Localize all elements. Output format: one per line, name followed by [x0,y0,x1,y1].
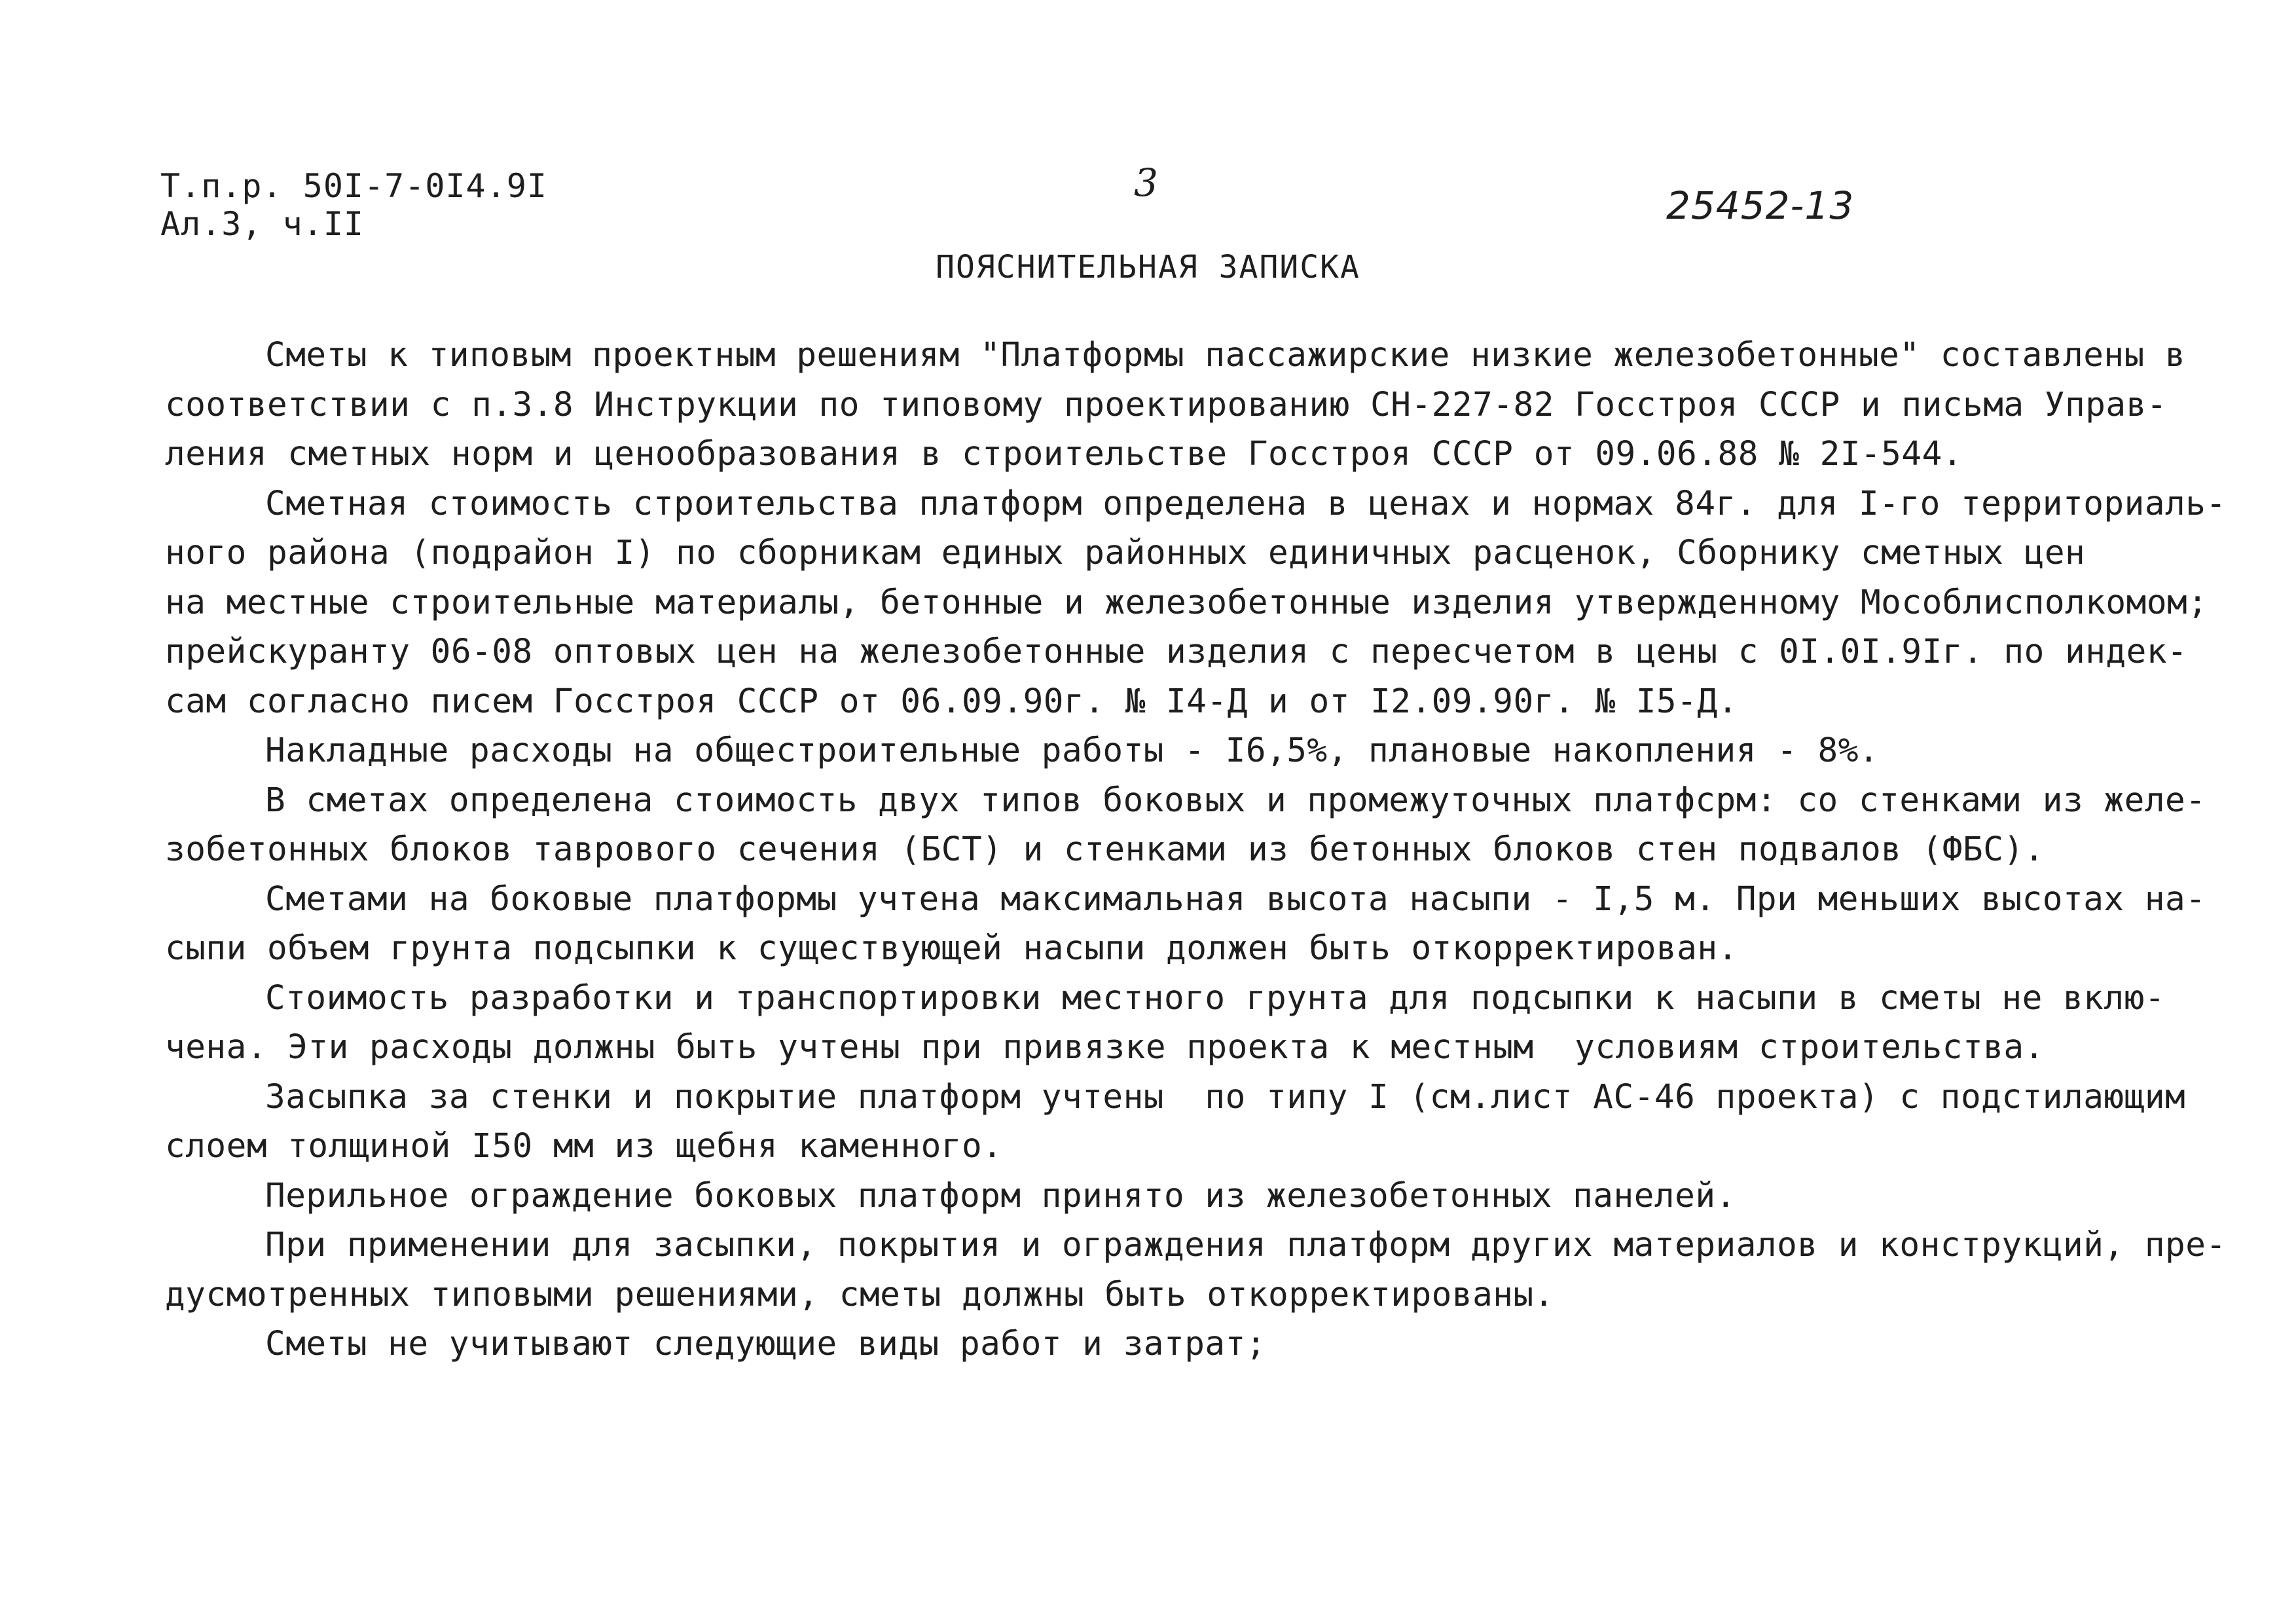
explanatory-note-body [165,331,2227,1369]
handwritten-inventory-number: 25452-13 [1666,183,1855,228]
text-line: ления сметных норм и ценообразования в строительстве Госстроя СССР от 09.06.88 № 2I-544. [165,435,1963,473]
text-line: В сметах определена стоимость двух типов боковых и промежуточных платфсрм: со стенками из желе- [265,781,2206,820]
document-reference [160,167,547,243]
text-line: Сметы к типовым проектным решениям "Платформы пассажирские низкие железобетонные" составлены в [265,336,2186,375]
page-title: ПОЯСНИТЕЛЬНАЯ ЗАПИСКА [936,249,1360,286]
text-line: Стоимость разработки и транспортировки местного грунта для подсыпки к насыпи в сметы не вклю- [265,978,2166,1018]
text-line: Накладные расходы на общестроительные работы - I6,5%, плановые накопления - 8%. [265,731,1880,770]
text-line: ного района (подрайон I) по сборникам единых районных единичных расценок, Сборнику сметных цен [165,534,2086,572]
text-line: чена. Эти расходы должны быть учтены при привязке проекта к местным условиям строительства. [165,1028,2045,1067]
text-line: сыпи объем грунта подсыпки к существующей насыпи должен быть откорректирован. [165,929,1738,968]
document-code: Т.п.р. 50I-7-0I4.9I [160,167,547,205]
text-line: Перильное ограждение боковых платформ принято из железобетонных панелей. [265,1176,1736,1215]
text-line: Сметная стоимость строительства платформ определена в ценах и нормах 84г. для I-го территориаль- [265,484,2227,523]
text-line: слоем толщиной I50 мм из щебня каменного. [165,1127,1003,1166]
text-line: сам согласно писем Госстроя СССР от 06.09.90г. № I4-Д и от I2.09.90г. № I5-Д. [165,682,1738,721]
document-album-part: Ал.3, ч.II [160,205,365,243]
page-number: 3 [1134,160,1158,205]
text-line: Засыпка за стенки и покрытие платформ учтены по типу I (см.лист АС-46 проекта) с подстилающим [265,1077,2186,1116]
text-line: соответствии с п.3.8 Инструкции по типовому проектированию СН-227-82 Госстроя СССР и письма Управ- [165,385,2168,424]
text-line: При применении для засыпки, покрытия и ограждения платформ других материалов и конструкций, пре- [265,1226,2227,1264]
text-line: Сметами на боковые платформы учтена максимальная высота насыпи - I,5 м. При меньших высотах на- [265,879,2206,919]
text-line: зобетонных блоков таврового сечения (БСТ) и стенками из бетонных блоков стен подвалов (ФБС). [165,830,2045,869]
text-line: прейскуранту 06-08 оптовых цен на железобетонные изделия с пересчетом в цены с 0I.0I.9Iг. по индек- [165,633,2188,671]
text-line: на местные строительные материалы, бетонные и железобетонные изделия утвержденному Мособлисполкомом; [165,583,2208,622]
text-line: Сметы не учитывают следующие виды работ и затрат; [265,1325,1267,1363]
text-line: дусмотренных типовыми решениями, сметы должны быть откорректированы. [165,1275,1554,1314]
